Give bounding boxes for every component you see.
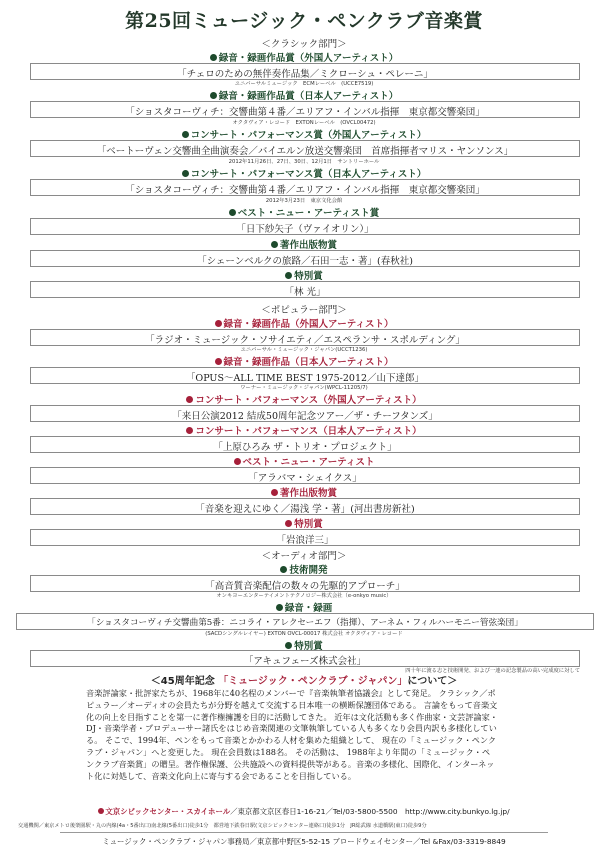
audio-winner-3: 「アキュフェーズ株式会社」 — [243, 656, 367, 667]
classic-note-2: オクタヴィア・レコード EXTONレーベル (OVCL00472) — [232, 120, 376, 126]
classic-winner-1: 「チェロのための無伴奏作品集／ミクローシュ・ペレーニ」 — [177, 69, 433, 80]
paragraph-line: ラブ・ジャパン」へと変更した。 現在会員数は188名。 その活動は、 1988年より年間の「ミュージック・ペ — [86, 746, 491, 757]
classic-winner-box-7 — [30, 281, 580, 298]
classic-award-6 — [0, 237, 608, 251]
popular-winner-5: 「アラバマ・シェイクス」 — [248, 473, 362, 484]
classic-award-3-label: コンサート・パフォーマンス賞（外国人アーティスト） — [190, 130, 427, 141]
anniversary-header-close: について＞ — [407, 676, 458, 687]
classic-award-5-label: ベスト・ニュー・アーティスト賞 — [237, 208, 380, 219]
anniversary-header — [0, 672, 608, 687]
audio-award-1-label: 技術開発 — [289, 565, 328, 576]
paragraph-line: ト化に対処して、音楽文化向上に寄与する会であることを目指している。 — [86, 770, 357, 781]
anniversary-header-open: ＜45周年記念 — [150, 676, 219, 687]
popular-award-3-label: コンサート・パフォーマンス（外国人アーティスト） — [195, 395, 422, 406]
classic-award-5 — [0, 205, 608, 219]
bullet-icon — [182, 131, 189, 138]
classic-award-2 — [0, 88, 608, 102]
classic-winner-box-2 — [30, 101, 580, 118]
classic-winner-4: 「ショスタコーヴィチ：交響曲第４番／エリアフ・インバル指揮 東京都交響楽団」 — [125, 185, 485, 196]
bullet-icon — [271, 489, 278, 496]
popular-note-1: ユニバーサル・ミュージック・ジャパン(UCCT1236) — [240, 347, 368, 353]
classic-note-4: 2012年3月23日 東京文化会館 — [265, 198, 343, 204]
bullet-icon — [276, 604, 283, 611]
popular-winner-box-7 — [30, 529, 580, 546]
classic-winner-7: 「林 光」 — [284, 287, 326, 298]
popular-award-2-label: 録音・録画作品（日本人アーティスト） — [223, 357, 394, 368]
classic-award-1-label: 録音・録画作品賞（外国人アーティスト） — [218, 53, 399, 64]
popular-award-2 — [0, 354, 608, 368]
popular-winner-box-2 — [30, 367, 580, 384]
popular-award-1 — [0, 316, 608, 330]
classic-winner-box-1 — [30, 63, 580, 80]
venue-name-text: 文京シビックセンター・スカイホール — [105, 807, 231, 816]
classic-award-7 — [0, 268, 608, 282]
bullet-icon — [280, 566, 287, 573]
popular-header: ＜ポピュラー部門＞ — [261, 305, 347, 316]
audio-note-2: (SACDシングルレイヤー) EXTON OVCL-00017 株式会社 オクタヴィア・レコード — [205, 631, 403, 637]
anniversary-header-title: 「ミュージック・ペンクラブ・ジャパン」 — [218, 676, 408, 687]
office-info: ミュージック・ペンクラブ・ジャパン事務局／東京都中野区5-52-15 ブロードウェイセンター／Tel &Fax/03-3319-8849 — [102, 837, 506, 846]
audio-award-2-label: 録音・録画 — [284, 603, 333, 614]
title-prefix: 第 — [125, 10, 145, 32]
popular-award-6-label: 著作出版物賞 — [279, 488, 337, 499]
popular-winner-4: 「上原ひろみ ザ・トリオ・プロジェクト」 — [213, 442, 397, 453]
paragraph-line: ンクラブ音楽賞」の贈呈。著作権保護、公共施設への資料提供等がある。音楽の多様化、国際化、インターネッ — [86, 758, 495, 769]
bullet-icon — [271, 241, 278, 248]
classic-note-3: 2012年11月26日、27日、30日、12月1日 サントリーホール — [228, 159, 380, 165]
popular-winner-1: 「ラジオ・ミュージック・ソサイエティ／エスペランサ・スポルディング」 — [145, 335, 465, 346]
popular-winner-2: 「OPUS～ALL TIME BEST 1975-2012／山下達郎」 — [185, 373, 425, 384]
popular-award-4 — [0, 423, 608, 437]
popular-winner-box-1 — [30, 329, 580, 346]
bullet-icon — [229, 209, 236, 216]
audio-header: ＜オーディオ部門＞ — [261, 551, 347, 562]
classic-winner-5: 「日下紗矢子（ヴァイオリン）」 — [236, 224, 374, 235]
classic-award-4 — [0, 166, 608, 180]
popular-award-7 — [0, 516, 608, 530]
popular-award-5-label: ベスト・ニュー・アーティスト — [242, 457, 375, 468]
popular-winner-box-6 — [30, 498, 580, 515]
bullet-icon — [182, 170, 189, 177]
anniversary-paragraph — [86, 688, 526, 782]
paragraph-line: 音楽評論家・批評家たちが、1968年に40名程のメンバーで『音楽執筆者協議会』として発足。 クラシック／ポ — [86, 688, 496, 698]
popular-award-7-label: 特別賞 — [294, 519, 323, 530]
bullet-icon — [186, 427, 193, 434]
venue-details: ／東京都文京区春日1-16-21／Tel/03-5800-5500 http://www.city.bunkyo.lg.jp/ — [230, 807, 510, 816]
popular-note-2: ワーナー・ミュージック・ジャパン(WPCL-11205/7) — [240, 385, 368, 391]
paragraph-line: る。 そこで、1994年、ペンをもって音楽とかかわる人材を集めた組織として、 現在の「ミュージック・ペンク — [86, 735, 497, 746]
audio-winner-box-2 — [16, 613, 594, 630]
popular-winner-box-4 — [30, 436, 580, 453]
bullet-icon — [285, 642, 292, 649]
paragraph-line: ピュラー／オーディオの会員たちが分野を越えて交流する日本唯一の横断保護団体である。 言論をもって音楽文 — [86, 699, 498, 710]
popular-award-1-label: 録音・録画作品（外国人アーティスト） — [223, 319, 394, 330]
audio-award-1 — [0, 562, 608, 576]
title-rest: 回ミュージック・ペンクラブ音楽賞 — [172, 10, 483, 32]
classic-winner-box-5 — [30, 218, 580, 235]
classic-winner-box-4 — [30, 179, 580, 196]
bullet-icon — [186, 396, 193, 403]
classic-winner-box-3 — [30, 140, 580, 157]
bullet-icon — [210, 92, 217, 99]
audio-award-2 — [0, 600, 608, 614]
popular-winner-box-3 — [30, 405, 580, 422]
popular-winner-3: 「来日公演2012 結成50周年記念ツアー／ザ・チーフタンズ」 — [172, 411, 438, 422]
audio-award-3-label: 特別賞 — [294, 641, 323, 652]
popular-winner-box-5 — [30, 467, 580, 484]
popular-award-3 — [0, 392, 608, 406]
audio-note-1: オンキヨーエンターテイメントテクノロジー株式会社（e-onkyo music） — [216, 593, 392, 599]
bullet-icon — [215, 358, 222, 365]
paragraph-line: 化の向上を目指すことを第一に著作権擁護を目的に活動してきた。 近年は文化活動も多く作曲家・文芸評論家・ — [86, 711, 498, 722]
bullet-icon — [210, 54, 217, 61]
bullet-icon — [98, 808, 104, 814]
classic-award-2-label: 録音・録画作品賞（日本人アーティスト） — [218, 91, 399, 102]
popular-winner-7: 「岩浪洋三」 — [276, 535, 334, 546]
audio-winner-1: 「高音質音楽配信の数々の先駆的アプローチ」 — [205, 581, 405, 592]
popular-award-4-label: コンサート・パフォーマンス（日本人アーティスト） — [195, 426, 422, 437]
classic-winner-2: 「ショスタコーヴィチ：交響曲第４番／エリアフ・インバル指揮 東京都交響楽団」 — [125, 107, 485, 118]
transit-info: 交通機関／東京メトロ後楽園駅・丸の内線(4a・5番出口)南北線(5番出口)徒歩1分 都営地下鉄春日駅(文京シビックセンター連絡口)徒歩1分 JR総武線 水道橋駅(東口)徒歩9分 — [18, 823, 427, 829]
audio-note-3: 四十年に渡る志と技術開発、および一連の記念製品の高い完成度に対して — [405, 668, 580, 674]
bullet-icon — [285, 520, 292, 527]
bullet-icon — [215, 320, 222, 327]
audio-winner-box-1 — [30, 575, 580, 592]
classic-award-4-label: コンサート・パフォーマンス賞（日本人アーティスト） — [190, 169, 427, 180]
classic-winner-6: 「シェーンベルクの旅路／石田一志・著」(春秋社) — [197, 256, 413, 267]
audio-winner-box-3 — [30, 650, 580, 667]
venue-name — [98, 807, 230, 816]
classic-award-3 — [0, 127, 608, 141]
popular-award-6 — [0, 485, 608, 499]
classic-award-6-label: 著作出版物賞 — [279, 240, 337, 251]
classic-winner-3: 「ベートーヴェン交響曲全曲演奏会／バイエルン放送交響楽団 首席指揮者マリス・ヤンソンス」 — [96, 146, 514, 157]
classic-award-7-label: 特別賞 — [294, 271, 323, 282]
footer-divider — [60, 832, 548, 833]
bullet-icon — [285, 272, 292, 279]
classic-note-1: ユニバーサルミュージック ECMレーベル (UCCE7519) — [234, 81, 374, 87]
venue-info — [0, 806, 608, 817]
audio-winner-2: 「ショスタコーヴィチ交響曲第5番：ニコライ・アレクセーエフ（指揮）、アーネム・フィルハーモニー管弦楽団」 — [87, 618, 523, 628]
popular-winner-6: 「音楽を迎えにゆく／湯浅 学・著」(河出書房新社) — [195, 504, 415, 515]
paragraph-line: DJ・音楽学者・プロデューサー諸氏をはじめ音楽関連の文筆執筆している人も多くなり会員内訳も多様化してい — [86, 723, 497, 734]
classic-award-1 — [0, 50, 608, 64]
classic-winner-box-6 — [30, 250, 580, 267]
classic-header: ＜クラシック部門＞ — [261, 39, 347, 50]
title-number: 25 — [144, 10, 173, 32]
popular-award-5 — [0, 454, 608, 468]
page-title — [0, 6, 608, 33]
bullet-icon — [234, 458, 241, 465]
